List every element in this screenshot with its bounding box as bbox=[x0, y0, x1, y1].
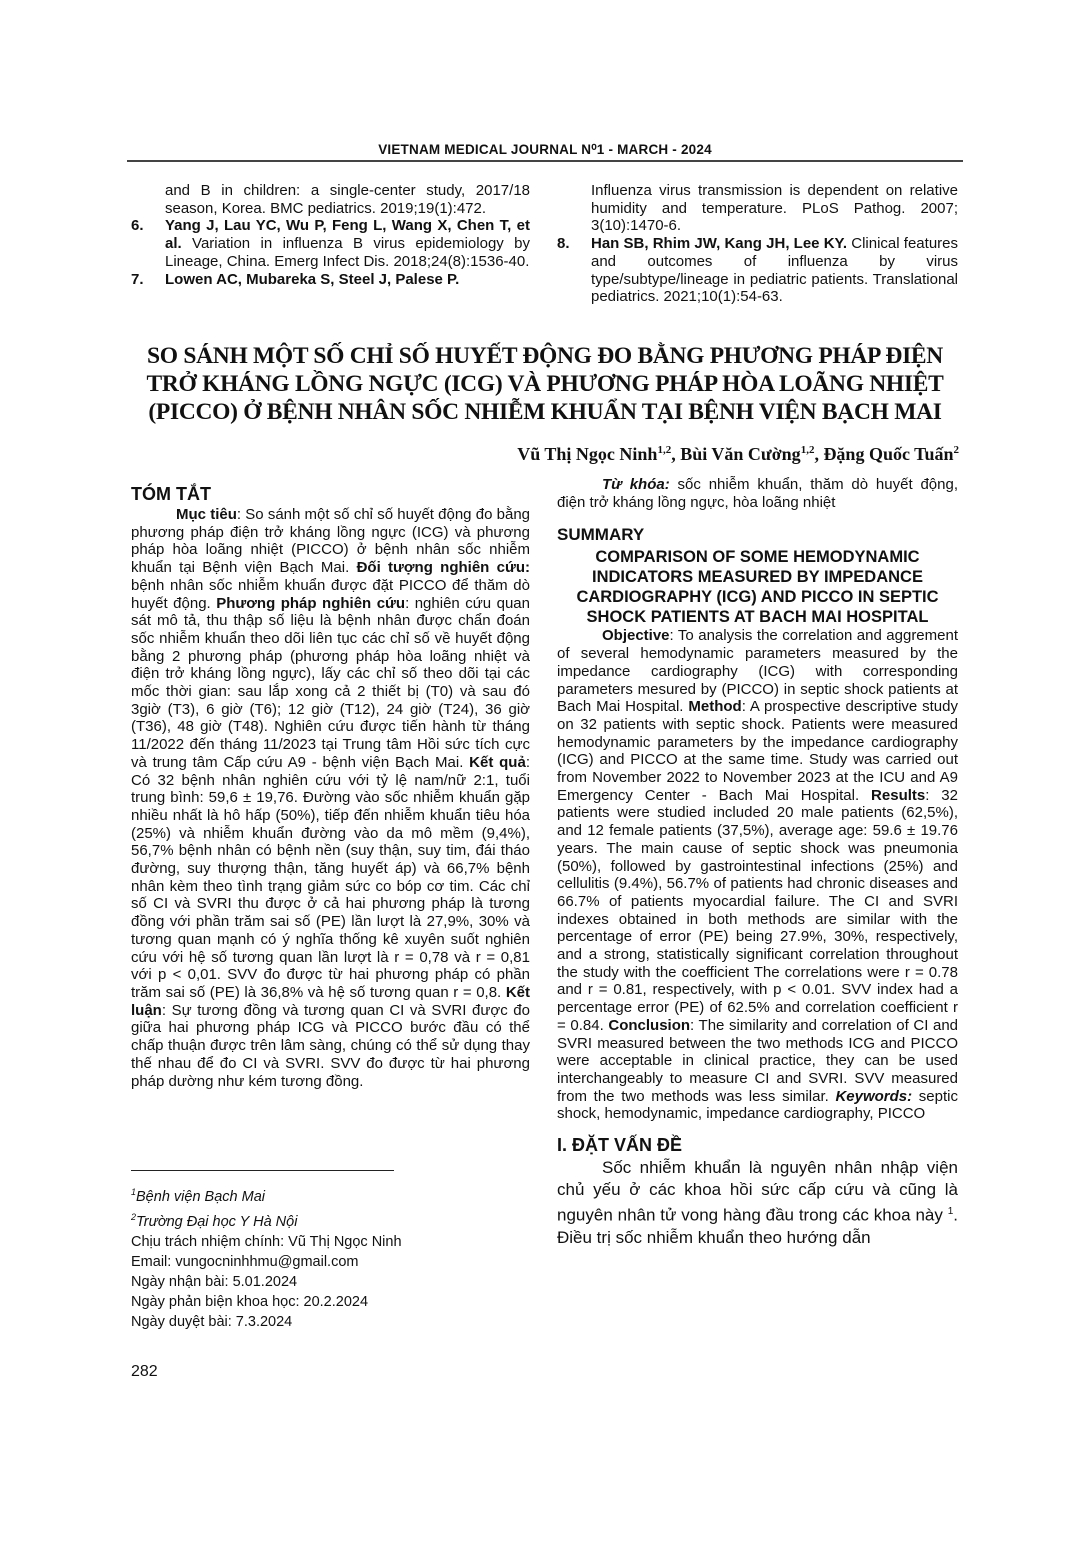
label-objective: Objective bbox=[602, 627, 670, 645]
title-line: TRỞ KHÁNG LỒNG NGỰC (ICG) VÀ PHƯƠNG PHÁP HÒA LOÃNG NHIỆT bbox=[146, 371, 944, 397]
page-number: 282 bbox=[131, 1363, 158, 1380]
reference-text: Clinical features and outcomes of influenza by virus type/subtype/lineage in pediatric patients. Translational pediatrics. 2021;10(1):54-63. bbox=[591, 235, 958, 306]
affiliation-text: Bệnh viện Bạch Mai bbox=[136, 1188, 265, 1205]
summary-body bbox=[557, 627, 958, 1123]
date-approved: Ngày duyệt bài: 7.3.2024 bbox=[131, 1313, 293, 1330]
article-title bbox=[122, 342, 968, 426]
introduction-paragraph bbox=[557, 1157, 958, 1249]
author-affiliation: 1,2 bbox=[657, 444, 672, 456]
reference-6 bbox=[131, 217, 530, 270]
text-method: : A prospective descriptive study on 32 patients with septic shock. Patients were measured hemodynamic parameters by the impedance cardiography (ICG) and PICCO at the same time. Study was carried out from November 2022 to November 2023 at the ICU and A9 Emergency Center - Bach Mai Hospital. bbox=[557, 698, 958, 804]
abstract-vietnamese bbox=[131, 482, 530, 1090]
author-separator: , bbox=[814, 444, 824, 464]
author-name: Bùi Văn Cường bbox=[680, 444, 801, 464]
summary-title-line: COMPARISON OF SOME HEMODYNAMIC bbox=[595, 548, 920, 567]
reference-authors: Han SB, Rhim JW, Kang JH, Lee KY. bbox=[591, 235, 848, 253]
reference-7 bbox=[131, 271, 530, 289]
section-heading-introduction: I. ĐẶT VẤN ĐỀ bbox=[557, 1135, 683, 1156]
title-line: (PICCO) Ở BỆNH NHÂN SỐC NHIỄM KHUẨN TẠI BỆNH VIỆN BẠCH MAI bbox=[148, 399, 942, 425]
label-conclusion: Kết luận bbox=[131, 983, 530, 1019]
affiliation-number: 1 bbox=[131, 1187, 137, 1197]
label-method: Method bbox=[688, 698, 742, 716]
reference-authors: Lowen AC, Mubareka S, Steel J, Palese P. bbox=[165, 270, 460, 288]
summary-title-line: INDICATORS MEASURED BY IMPEDANCE bbox=[592, 568, 923, 587]
keywords-vietnamese bbox=[557, 476, 958, 511]
author-separator: , bbox=[671, 444, 681, 464]
affiliation-number: 2 bbox=[131, 1211, 137, 1222]
references-left bbox=[131, 182, 530, 288]
author-name: Đặng Quốc Tuấn bbox=[823, 444, 954, 464]
keywords-label: Từ khóa: bbox=[602, 476, 670, 493]
text-results: : Có 32 bệnh nhân nghiên cứu với tỷ lệ nam/nữ 2:1, tuổi trung bình: 59,6 ± 19,76. Đường vào sốc nhiễm khuẩn gặp nhiều nhất là hô hấp (50%), tiếp đến nhiễm khuẩn tiêu hóa (25%) và nhiễm khuẩn đường vào da mô mềm (9,4%), 56,7% bệnh nhân có bệnh nền (suy thận, suy tim, đái tháo đường, suy thượng thận, tăng huyết áp) và 66,7% bệnh nhân kèm theo tình trạng giảm sức co bóp cơ tim. Các chỉ số CI và SVRI thu được ở cả hai phương pháp là tương đồng với phần trăm sai số (PE) lần lượt là 27,9%, 30% và tương quan mạnh có ý nghĩa thống kê xuyên suốt nghiên cứu với hệ số tương quan lần lượt là r = 0,78 và r = 0,81 với p < 0,01. SVV đo được từ hai phương pháp có phần trăm sai số (PE) là 36,8% và hệ số tương quan r = 0,8. bbox=[131, 753, 530, 1001]
journal-header: VIETNAM MEDICAL JOURNAL N⁰1 - MARCH - 2024 bbox=[378, 142, 712, 157]
citation-marker: 1 bbox=[947, 1206, 954, 1218]
label-method: Phương pháp nghiên cứu bbox=[216, 594, 406, 612]
label-subjects: Đối tượng nghiên cứu: bbox=[356, 559, 530, 577]
summary-heading: SUMMARY bbox=[557, 525, 645, 545]
keywords-text: sốc nhiễm khuẩn, thăm dò huyết động, điện trở kháng lồng ngực, hòa loãng nhiệt bbox=[557, 476, 958, 511]
footnote-rule bbox=[131, 1170, 394, 1171]
date-received: Ngày nhận bài: 5.01.2024 bbox=[131, 1273, 298, 1290]
summary-title-line: CARDIOGRAPHY (ICG) AND PICCO IN SEPTIC bbox=[576, 588, 939, 607]
affiliation-2 bbox=[131, 1207, 402, 1232]
keywords-text: septic shock, hemodynamic, impedance cardiography, PICCO bbox=[557, 1087, 958, 1123]
reference-number: 7. bbox=[131, 270, 144, 288]
affiliation-1 bbox=[131, 1182, 402, 1207]
footnotes bbox=[131, 1182, 402, 1332]
affiliation-text: Trường Đại học Y Hà Nội bbox=[136, 1213, 298, 1230]
title-line: SO SÁNH MỘT SỐ CHỈ SỐ HUYẾT ĐỘNG ĐO BẰNG PHƯƠNG PHÁP ĐIỆN bbox=[147, 343, 943, 369]
date-reviewed: Ngày phản biện khoa học: 20.2.2024 bbox=[131, 1293, 369, 1310]
label-results: Kết quả bbox=[469, 753, 526, 771]
reference-5-continued: and B in children: a single-center study, 2017/18 season, Korea. BMC pediatrics. 2019;19(1):472. bbox=[165, 182, 530, 217]
reference-number: 8. bbox=[557, 235, 570, 253]
text-subjects: bệnh nhân sốc nhiễm khuẩn được đặt PICCO để thăm dò huyết động. bbox=[131, 576, 530, 612]
reference-text: Variation in influenza B virus epidemiology by Lineage, China. Emerg Infect Dis. 2018;24(8):1536-40. bbox=[165, 235, 530, 270]
author-list bbox=[517, 444, 959, 465]
header-rule bbox=[127, 160, 963, 162]
summary-title-line: SHOCK PATIENTS AT BACH MAI HOSPITAL bbox=[586, 608, 929, 627]
text-results: : 32 patients were studied included 20 male patients (62,5%), and 12 female patients (37,5%), average age: 59.6 ± 19.76 years. The main cause of septic shock was pneumonia (50%), followed by gastrointestinal infections (25%) and cellulitis (9.4%), 56.7% of patients had chronic diseases and 66.7% of patients myocardial failure. The CI and SVRI indexes obtained in both methods are similar with the percentage of error (PE) being 27.9%, 30%, respectively, and a strong, statistically significant correlation throughout the study with the coefficient The correlations were r = 0.78 and r = 0.81, respectively, with p < 0.01. SVV index had a percentage error (PE) of 62.5% and correlation coefficient r = 0.84. bbox=[557, 786, 958, 1034]
references-right bbox=[557, 182, 958, 306]
author-name: Vũ Thị Ngọc Ninh bbox=[517, 444, 658, 464]
reference-number: 6. bbox=[131, 217, 144, 235]
author-affiliation: 1,2 bbox=[800, 444, 815, 456]
label-results: Results bbox=[871, 786, 926, 804]
intro-text: Sốc nhiễm khuẩn là nguyên nhân nhập viện chủ yếu ở các khoa hồi sức cấp cứu và cũng là nguyên nhân tử vong hàng đầu trong các khoa này bbox=[557, 1158, 958, 1225]
text-conclusion: : The similarity and correlation of CI and SVRI measured between the two methods ICG and PICCO were acceptable in clinical practice, they can be used interchangeably to measure CI and SVRI. SVV measured from the two methods was less similar. bbox=[557, 1016, 958, 1105]
keywords-label: Keywords: bbox=[835, 1087, 913, 1105]
text-objective: : So sánh một số chỉ số huyết động đo bằng phương pháp điện trở kháng lồng ngực (ICG) và phương pháp hòa loãng nhiệt (PICCO) ở bệnh nhân sốc nhiễm khuẩn tại Bệnh viện Bạch Mai. bbox=[131, 506, 531, 577]
label-conclusion: Conclusion bbox=[608, 1016, 691, 1034]
intro-text: . Điều trị sốc nhiễm khuẩn theo hướng dẫn bbox=[557, 1205, 958, 1247]
reference-8 bbox=[557, 235, 958, 306]
text-conclusion: : Sự tương đồng và tương quan CI và SVRI được đo giữa hai phương pháp ICG và PICCO bước đầu có thể chấp thuận được trên lâm sàng, chúng có thể sử dụng thay thế nhau để đo CI và SVRI. SVV đo được từ hai phương pháp dường như kém tương đồng. bbox=[131, 1001, 530, 1090]
reference-7-continued: Influenza virus transmission is dependent on relative humidity and temperature. PLoS Pathog. 2007; 3(10):1470-6. bbox=[591, 182, 958, 235]
reference-authors: Yang J, Lau YC, Wu P, Feng L, Wang X, Chen T, et al. bbox=[165, 217, 530, 253]
right-column-body bbox=[557, 476, 958, 1249]
text-objective: : To analysis the correlation and aggrement of several hemodynamic parameters measured by the impedance cardiography (ICG) with corresponding parameters mesured by (PICCO) in septic shock patients at Bach Mai Hospital. bbox=[557, 627, 958, 716]
abstract-body bbox=[131, 506, 530, 1090]
text-method: : nghiên cứu quan sát mô tả, thu thập số liệu là bệnh nhân được chẩn đoán sốc nhiễm khuẩn theo dõi liên tục các chỉ số về huyết động bằng 2 phương pháp (phương pháp hòa loãng nhiệt và điện trở kháng lồng ngực), lấy các chỉ số theo dõi tại các mốc thời gian: sau lắp xong cả 2 thiết bị (T0) và sau đó 3giờ (T3), 6 giờ (T6); 12 giờ (T12), 24 giờ (T24), 36 giờ (T36), 48 giờ (T48). Nghiên cứu được tiến hành từ tháng 11/2022 đến tháng 11/2023 tại Trung tâm Hồi sức tích cực và trung tâm Cấp cứu A9 - bệnh viện Bạch Mai. bbox=[131, 594, 530, 771]
corresponding-author: Chịu trách nhiệm chính: Vũ Thị Ngọc Ninh bbox=[131, 1233, 402, 1250]
email: Email: vungocninhhmu@gmail.com bbox=[131, 1253, 359, 1270]
label-objective: Mục tiêu bbox=[176, 506, 237, 523]
summary-title bbox=[557, 547, 958, 627]
abstract-heading: TÓM TẮT bbox=[131, 484, 211, 504]
author-affiliation: 2 bbox=[953, 444, 959, 456]
